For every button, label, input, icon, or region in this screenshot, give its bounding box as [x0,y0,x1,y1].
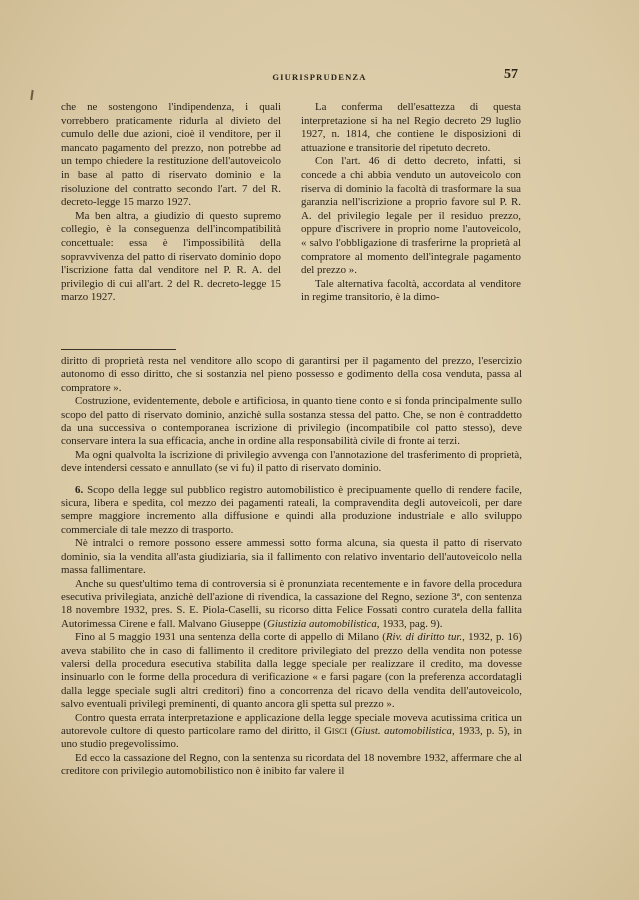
right-paragraph-1: La conferma dell'esattezza di questa interpretazione si ha nel Regio decreto 29 luglio 1927, n. 1814, che contiene le disposizioni di attuazione e transitorie del ripetuto decreto. [301,101,521,154]
footnote-divider [61,349,176,350]
citation-title: Giust. automobilistica [354,724,452,737]
text-run: , 1932, p. 16) aveva stabilito che in caso di fallimento il creditore privilegiato del prezzo della vendita non potesse valersi della procedura esecutiva stabilita dalla legge speciale per realizzare il credito, ma dovesse insinuarlo con le forme della procedura di verificazione « e farsi pagare (con la preferenza accordatagli dalla legge speciale sugli altri creditori) fino a concorrenza del ricavo della vendita dell'autoveicolo, salvo eventuali privilegi preminenti, di quanto ancora gli spetta sul prezzo ». [61,631,522,711]
paragraph-continuation: diritto di proprietà resta nel venditore allo scopo di garantirsi per il pagamento del prezzo, l'esercizio autonomo di esso diritto, che si sostanzia nel pieno possesso e godimento della cosa venduta, passa al compratore ». [61,355,522,394]
text-run: , 1933, pag. 9). [376,617,443,630]
text-run: Anche su quest'ultimo tema di controversia si è pronunziata recentemente e in favore della procedura esecutiva privilegiata, anzichè dell'azione di rivendica, la cassazione del Regno, sezione 3ª, con sentenza 18 novembre 1932, pres. S. E. Piola-Caselli, su ricorso ditta Felice Fossati contro curatela della fallita Autorimessa Cirene e fall. Malvano Giuseppe ( [61,577,522,630]
page-number: 57 [504,67,518,82]
text-run: , 1933, p. 5), in uno studio pregevolissimo. [61,724,522,751]
full-width-text [61,355,522,779]
paragraph-costruzione: Costruzione, evidentemente, debole e artificiosa, in quanto tiene conto e si fonda principalmente sullo scopo del patto di riservato dominio, anzichè sulla sostanza stessa del patto. Che, se non è contraddetto da una successiva o contemporanea iscrizione di privilegio (incompatibile col patto stesso), deve conservare intera la sua efficacia, anche in ordine alla responsabilità civile di fronte ai terzi. [61,395,522,448]
paragraph-section-6 [61,484,522,538]
right-column [301,101,521,305]
text-run: Contro questa errata interpretazione e applicazione della legge speciale moveva acutissima critica un autorevole cultore di questo particolare ramo del diritto, il [61,711,522,737]
paragraph-cassazione: Ed ecco la cassazione del Regno, con la sentenza su ricordata del 18 novembre 1932, affermare che al creditore con privilegio automobilistico non è inibito far valere il [61,751,522,778]
text-run: Fino al 5 maggio 1931 una sentenza della corte di appello di Milano ( [75,631,386,644]
author-name: Gisci [324,724,348,737]
paragraph-milano [61,631,522,711]
left-column [61,101,281,305]
right-paragraph-3: Tale alternativa facoltà, accordata al venditore in regime transitorio, è la dimo- [301,277,521,304]
text-run: ( [347,724,355,737]
citation-title: Giustizia automobilistica [266,617,377,630]
running-header-title: GIURISPRUDENZA [272,72,367,82]
citation-title: Riv. di diritto tur. [385,631,463,644]
section-6-text: Scopo della legge sul pubblico registro automobilistico è precipuamente quello di rendere facile, sicura, libera e spedita, col mezzo dei pagamenti rateali, la compravendita degli autoveicoli, per dare sempre maggiore incremento alla diffusione e quindi alla produzione industriale e allo sviluppo commerciale di tale mezzo di trasporto. [61,483,522,536]
paragraph-intralci: Nè intralci o remore possono essere ammessi sotto forma alcuna, sia questa il patto di riservato dominio, sia la vendita all'asta giudiziaria, sia il fallimento con relativo inventario dell'autoveicolo nella massa fallimentare. [61,537,522,577]
section-number: 6. [75,483,84,496]
left-paragraph-1: che ne sostengono l'indipendenza, i quali vorrebbero praticamente ridurla al divieto del cumulo delle due azioni, cioè il venditore, per il mancato pagamento del prezzo, non potrebbe ad un tempo chiedere la restituzione dell'autoveicolo in base al patto di riservato dominio e la risoluzione del contratto secondo l'art. 7 del R. decreto-legge 15 marzo 1927. [61,101,281,209]
left-paragraph-2: Ma ben altra, a giudizio di questo supremo collegio, è la conseguenza dell'incompatibilità concettuale: essa è l'impossibilità della sopravvivenza del patto di riservato dominio dopo l'iscrizione fatta dal venditore nel P. R. A. del privilegio di cui all'art. 2 del R. decreto-legge 15 marzo 1927. [61,209,281,304]
margin-mark [30,90,33,100]
paragraph-ma-ogni: Ma ogni qualvolta la iscrizione di privilegio avvenga con l'annotazione del trasferimento di proprietà, deve intendersi cessato e annullato (se vi fu) il patto di riservato dominio. [61,448,522,475]
paragraph-critica [61,712,522,752]
paragraph-controversia [61,578,522,632]
right-paragraph-2: Con l'art. 46 di detto decreto, infatti, si concede a chi abbia venduto un autoveicolo con riserva di dominio la facoltà di trasformare la sua garanzia nell'iscrizione a proprio favore sul P. R. A. del privilegio legale per il residuo prezzo, oppure d'iscrivere in proprio nome l'autoveicolo, « salvo l'obbligazione di trasferirne la proprietà al compratore al momento dell'integrale pagamento del prezzo ». [301,155,521,277]
